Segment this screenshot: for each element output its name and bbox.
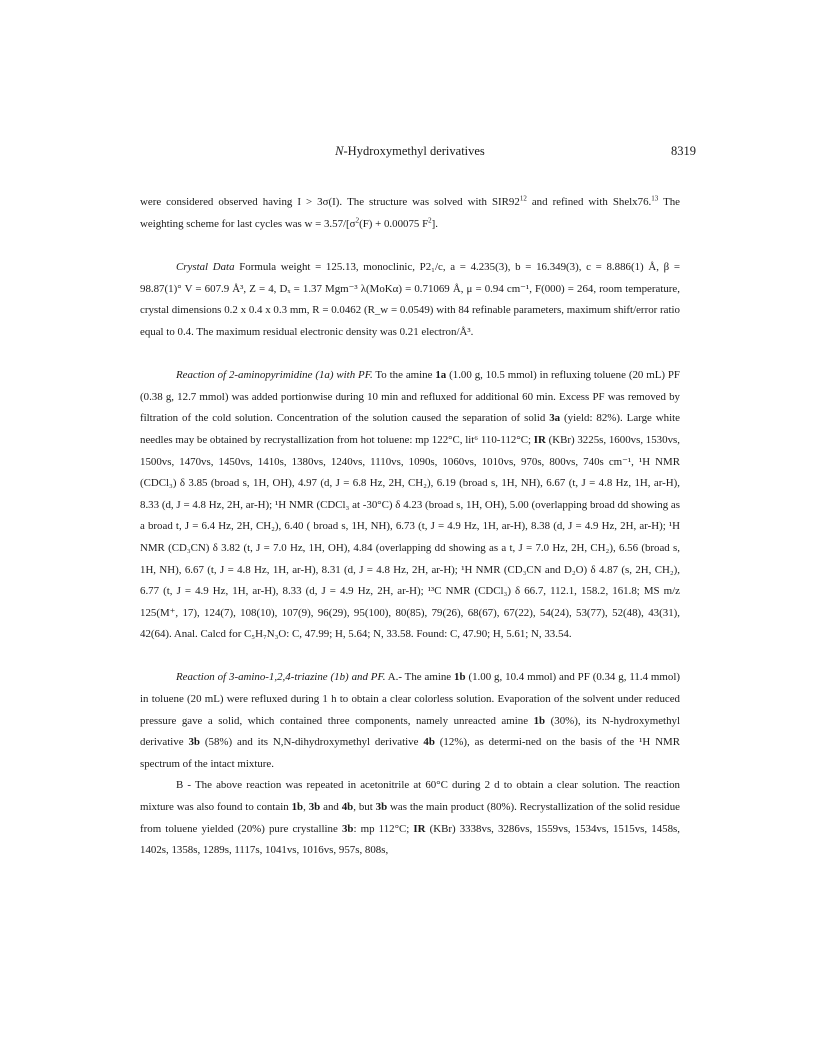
p1-text-d: (F) + 0.00075 F [359,217,429,230]
reaction-1b-text: (12%), as determi-ned on the basis of the ¹H NMR spectrum of the intact mixture. [140,736,681,770]
compound-label: 1b [454,671,466,684]
structure-paragraph [140,192,680,235]
ir-label: IR [533,433,546,446]
reaction-1b-text: A.- The amine [385,671,455,684]
crystal-data-heading: Crystal Data [176,261,235,274]
running-head [140,144,696,162]
compound-label: 3b [375,801,388,814]
reaction-1a-text: (yield: 82%). Large white needles may be obtained by recrystallization from hot toluene: mp 122°C, lit⁶ 110-112°C; [140,412,680,446]
reaction-1b-b-text: and [320,801,342,814]
running-title-rest: -Hydroxymethyl derivatives [343,144,485,158]
crystal-data-paragraph [140,257,680,343]
compound-label: 4b [423,736,435,749]
reaction-1a-heading: Reaction of 2-aminopyrimidine (1a) with PF. [176,369,373,382]
reaction-1a-paragraph [140,365,680,646]
page-number: 8319 [671,144,696,158]
running-title-italic: N [335,144,344,158]
reaction-1b-paragraph [140,667,680,775]
reaction-1b-heading: Reaction of 3-amino-1,2,4-triazine (1b) and PF. [176,671,386,684]
compound-label: 3b [308,801,321,814]
compound-label: 1a [435,369,447,382]
reaction-1b-b-text: : mp 112°C; [353,822,414,835]
reaction-1b-text: (58%) and its N,N-dihydroxymethyl derivative [199,736,424,749]
reaction-1a-text: (KBr) 3225s, 1600vs, 1530vs, 1500vs, 1470vs, 1450vs, 1410s, 1380vs, 1240vs, 1110vs, 1090s, 1060vs, 1010vs, 970s, 800vs, 740s cm⁻¹, ¹H NMR (CDCl₃) δ 3.85 (broad s, 1H, OH), 4.97 (d, J = 6.8 Hz, 2H, CH₂), 6.19 (broad s, 1H, NH), 6.67 (t, J = 4.8 Hz, 1H, ar-H), 8.33 (d, J = 4.8 Hz, 2H, ar-H); ¹H NMR (CDCl₃ at -30°C) δ 4.23 (broad s, 1H, OH), 5.00 (overlapping broad dd showing as a broad t, J = 6.4 Hz, 2H, CH₂), 6.40 ( broad s, 1H, NH), 6.73 (t, J = 4.9 Hz, 1H, ar-H), 8.38 (d, J = 4.9 Hz, 2H, ar-H); ¹H NMR (CD₃CN) δ 3.82 (t, J = 7.0 Hz, 1H, OH), 4.84 (overlapping dd showing as a t, J = 7.0 Hz, 2H, CH₂), 6.56 (broad s, 1H, NH), 6.67 (t, J = 4.8 Hz, 1H, ar-H), 8.31 (d, J = 4.8 Hz, 2H, ar-H); ¹H NMR (CD₃CN and D₂O) δ 4.87 (s, 2H, CH₂), 6.77 (t, J = 4.9 Hz, 1H, ar-H), 8.33 (d, J = 4.9 Hz, 2H, ar-H); ¹³C NMR (CDCl₃) δ 66.7, 112.1, 158.2, 161.8; MS m/z 125(M⁺, 17), 124(7), 108(10), 107(9), 96(29), 95(100), 80(85), 79(26), 68(67), 67(22), 54(24), 53(77), 52(48), 43(31), 42(64). Anal. Calcd for C₅H₇N₃O: C, 47.99; H, 5.64; N, 33.58. Found: C, 47.90; H, 5.61; N, 33.54. [140,433,680,641]
p1-sup-b: 2 [428,215,432,224]
reaction-1b-text: (30%), its N-hydroxymethyl derivative [140,714,680,749]
compound-label: 1b [291,801,304,814]
compound-label: 3a [549,412,561,425]
compound-label: 3b [188,736,200,749]
spacer [140,344,680,366]
p1-text-e: ]. [431,217,438,230]
p1-text-c: The weighting scheme for last cycles was w = 3.57/[σ [140,196,680,230]
reference-13: 13 [651,194,659,203]
reaction-1b-b-text: , but [353,801,376,814]
reaction-1b-b-text: , [303,801,309,814]
p1-sup-a: 2 [355,215,360,224]
reaction-1a-text: (1.00 g, 10.5 mmol) in refluxing toluene (20 mL) PF (0.38 g, 12.7 mmol) was added portionwise during 10 min and refluxed for additional 60 min. Excess PF was removed by filtration of the cold solution. Concentration of the solution caused the separation of solid [140,369,680,425]
body-text [140,192,680,862]
reaction-1b-part-b-paragraph [140,775,680,861]
reaction-1b-b-text: was the main product (80%). Recrystallization of the solid residue from toluene yielded (20%) pure crystalline [140,801,681,835]
compound-label: 3b [341,822,354,835]
compound-label: 1b [533,714,546,727]
reaction-1b-b-text: (KBr) 3338vs, 3286vs, 1559vs, 1534vs, 1515vs, 1458s, 1402s, 1358s, 1289s, 1117s, 1041vs, 1016vs, 957s, 808s, [140,822,681,857]
reference-12: 12 [519,194,527,203]
compound-label: 4b [341,801,354,814]
p1-text-a: were considered observed having I > 3σ(I). The structure was solved with SIR92 [140,196,520,208]
reaction-1b-text: (1.00 g, 10.4 mmol) and PF (0.34 g, 11.4 mmol) in toluene (20 mL) were refluxed during 1 h to obtain a clear colorless solution. Evaporation of the solvent under reduced pressure gave a solid, which contained three components, namely unreacted amine [140,671,680,727]
reaction-1b-b-text: B - The above reaction was repeated in acetonitrile at 60°C during 2 d to obtain a clear solution. The reaction mixture was also found to contain [140,779,680,814]
p1-text-b: and refined with Shelx76. [526,196,652,208]
spacer [140,235,680,257]
running-title [140,144,680,159]
reaction-1a-text: To the amine [372,369,436,382]
spacer [140,646,680,668]
ir-label: IR [413,822,426,835]
crystal-data-text: Formula weight = 125.13, monoclinic, P2₁/c, a = 4.235(3), b = 16.349(3), c = 8.886(1) Å, β = 98.87(1)° V = 607.9 Å³, Z = 4, Dₓ = 1.37 Mgm⁻³ λ(MoKα) = 0.71069 Å, μ = 0.94 cm⁻¹, F(000) = 264, room temperature, crystal dimensions 0.2 x 0.4 x 0.3 mm, R = 0.0462 (R_w = 0.0549) with 84 refinable parameters, maximum shift/error ratio equal to 0.4. The maximum residual electronic density was 0.21 electron/Å³. [140,261,680,338]
